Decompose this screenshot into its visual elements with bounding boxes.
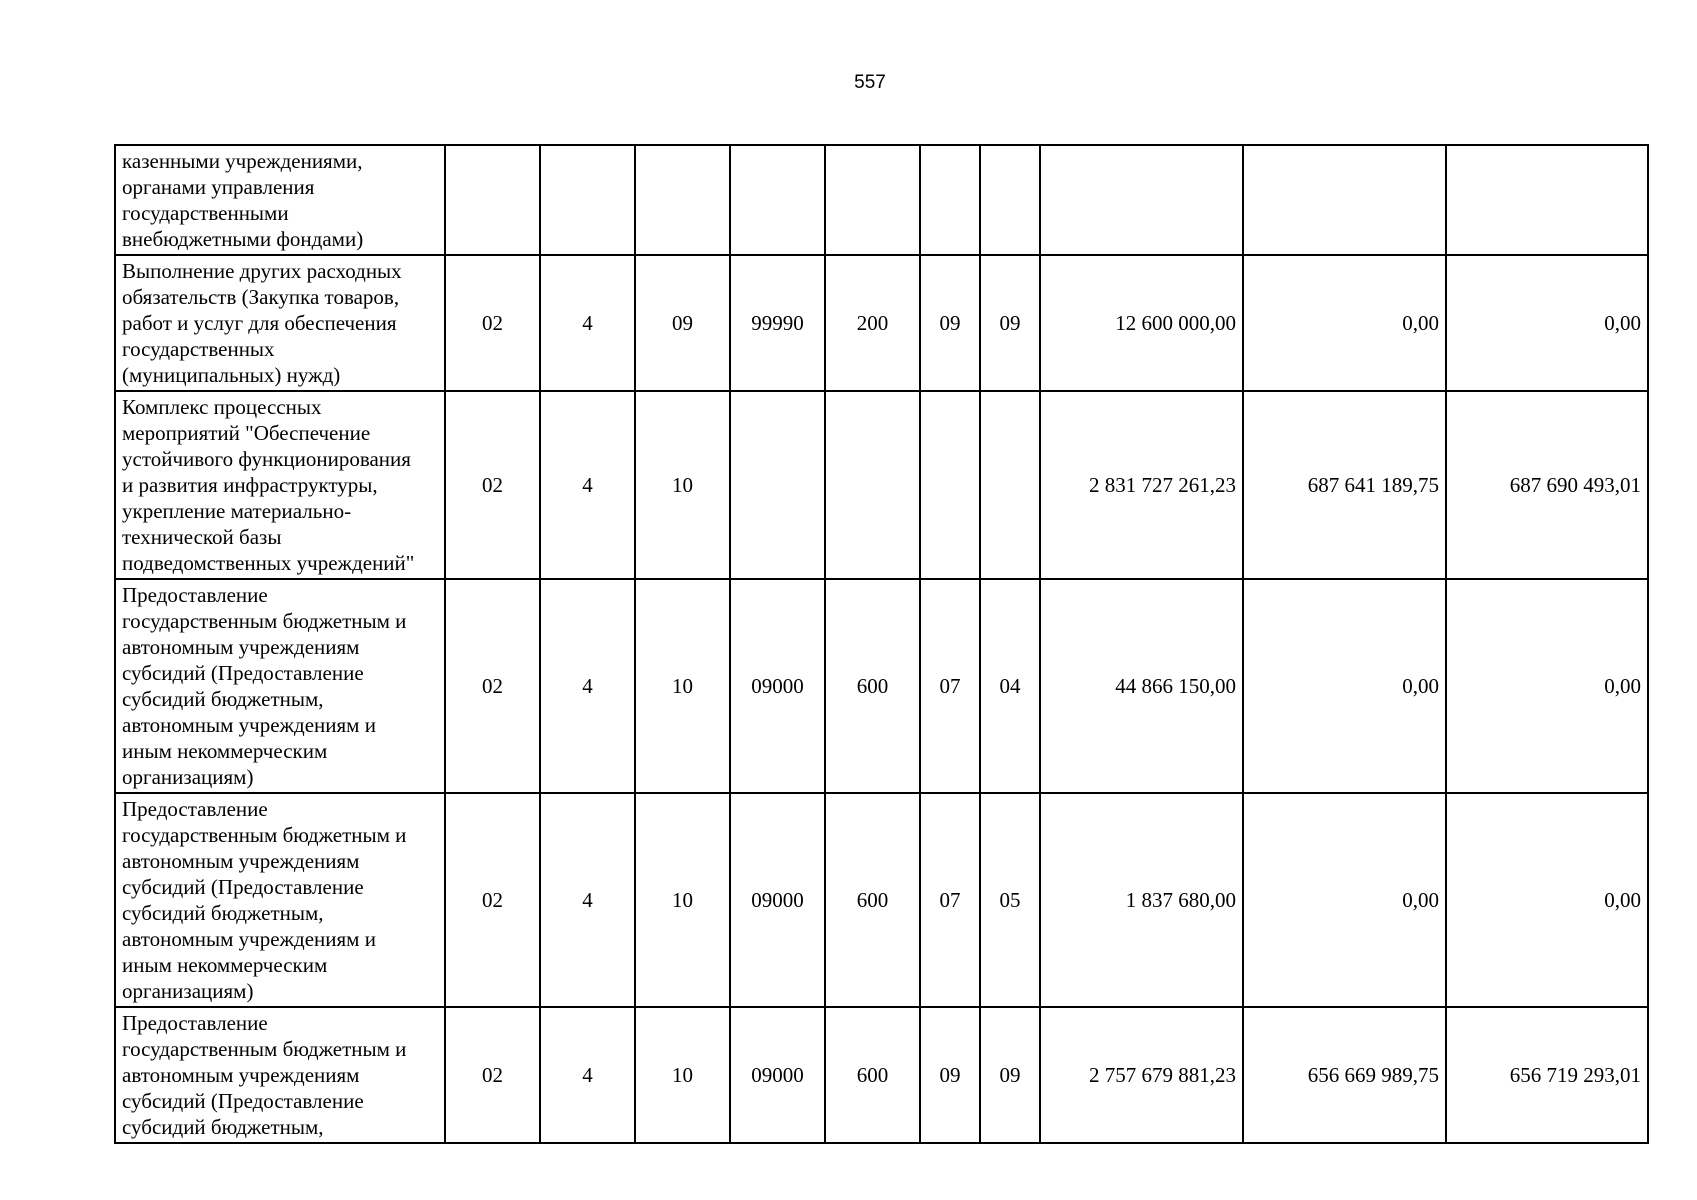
table-row xyxy=(115,1007,1648,1143)
code-cell: 10 xyxy=(635,391,730,579)
code-cell: 10 xyxy=(635,579,730,793)
amount-cell: 687 690 493,01 xyxy=(1446,391,1648,579)
code-cell: 4 xyxy=(540,793,635,1007)
amount-cell: 44 866 150,00 xyxy=(1040,579,1243,793)
table-body xyxy=(115,145,1648,1143)
amount-cell: 0,00 xyxy=(1446,579,1648,793)
amount-cell: 2 831 727 261,23 xyxy=(1040,391,1243,579)
code-cell: 02 xyxy=(445,391,540,579)
amount-cell: 2 757 679 881,23 xyxy=(1040,1007,1243,1143)
code-cell: 09 xyxy=(635,255,730,391)
row-name: Выполнение других расходных обязательств (Закупка товаров, работ и услуг для обеспечения государственных (муниципальных) нужд) xyxy=(115,255,445,391)
code-cell: 200 xyxy=(825,255,920,391)
code-cell: 4 xyxy=(540,579,635,793)
amount-cell: 687 641 189,75 xyxy=(1243,391,1446,579)
row-name: Предоставление государственным бюджетным и автономным учреждениям субсидий (Предоставление субсидий бюджетным, автономным учреждениям и иным некоммерческим организациям) xyxy=(115,793,445,1007)
code-cell: 09 xyxy=(920,255,980,391)
code-cell xyxy=(920,391,980,579)
code-cell: 09000 xyxy=(730,793,825,1007)
amount-cell: 0,00 xyxy=(1243,579,1446,793)
page-number: 557 xyxy=(854,72,886,93)
code-cell: 09 xyxy=(980,255,1040,391)
code-cell: 600 xyxy=(825,1007,920,1143)
code-cell xyxy=(635,145,730,255)
code-cell: 10 xyxy=(635,793,730,1007)
code-cell: 4 xyxy=(540,255,635,391)
code-cell: 07 xyxy=(920,579,980,793)
code-cell xyxy=(730,145,825,255)
table-row xyxy=(115,391,1648,579)
amount-cell: 12 600 000,00 xyxy=(1040,255,1243,391)
amount-cell: 656 669 989,75 xyxy=(1243,1007,1446,1143)
code-cell: 4 xyxy=(540,1007,635,1143)
code-cell: 02 xyxy=(445,579,540,793)
code-cell: 09000 xyxy=(730,579,825,793)
code-cell: 4 xyxy=(540,391,635,579)
amount-cell xyxy=(1040,145,1243,255)
code-cell: 09 xyxy=(920,1007,980,1143)
amount-cell: 656 719 293,01 xyxy=(1446,1007,1648,1143)
code-cell: 02 xyxy=(445,1007,540,1143)
code-cell xyxy=(445,145,540,255)
code-cell xyxy=(825,391,920,579)
amount-cell xyxy=(1446,145,1648,255)
amount-cell: 0,00 xyxy=(1446,255,1648,391)
table-row xyxy=(115,255,1648,391)
table-row xyxy=(115,579,1648,793)
code-cell: 09 xyxy=(980,1007,1040,1143)
code-cell: 07 xyxy=(920,793,980,1007)
row-name: казенными учреждениями, органами управления государственными внебюджетными фондами) xyxy=(115,145,445,255)
code-cell xyxy=(920,145,980,255)
code-cell: 02 xyxy=(445,793,540,1007)
row-name: Комплекс процессных мероприятий "Обеспечение устойчивого функционирования и развития инфраструктуры, укрепление материально- технической базы подведомственных учреждений" xyxy=(115,391,445,579)
code-cell: 600 xyxy=(825,793,920,1007)
row-name: Предоставление государственным бюджетным и автономным учреждениям субсидий (Предоставление субсидий бюджетным, xyxy=(115,1007,445,1143)
amount-cell xyxy=(1243,145,1446,255)
amount-cell: 0,00 xyxy=(1243,793,1446,1007)
table-row xyxy=(115,793,1648,1007)
code-cell: 10 xyxy=(635,1007,730,1143)
amount-cell: 0,00 xyxy=(1243,255,1446,391)
code-cell: 600 xyxy=(825,579,920,793)
code-cell xyxy=(825,145,920,255)
code-cell xyxy=(540,145,635,255)
amount-cell: 1 837 680,00 xyxy=(1040,793,1243,1007)
code-cell: 05 xyxy=(980,793,1040,1007)
table-row xyxy=(115,145,1648,255)
code-cell: 04 xyxy=(980,579,1040,793)
code-cell xyxy=(980,391,1040,579)
code-cell xyxy=(730,391,825,579)
code-cell: 02 xyxy=(445,255,540,391)
amount-cell: 0,00 xyxy=(1446,793,1648,1007)
code-cell xyxy=(980,145,1040,255)
code-cell: 99990 xyxy=(730,255,825,391)
row-name: Предоставление государственным бюджетным и автономным учреждениям субсидий (Предоставление субсидий бюджетным, автономным учреждениям и иным некоммерческим организациям) xyxy=(115,579,445,793)
code-cell: 09000 xyxy=(730,1007,825,1143)
budget-table xyxy=(114,144,1649,1144)
